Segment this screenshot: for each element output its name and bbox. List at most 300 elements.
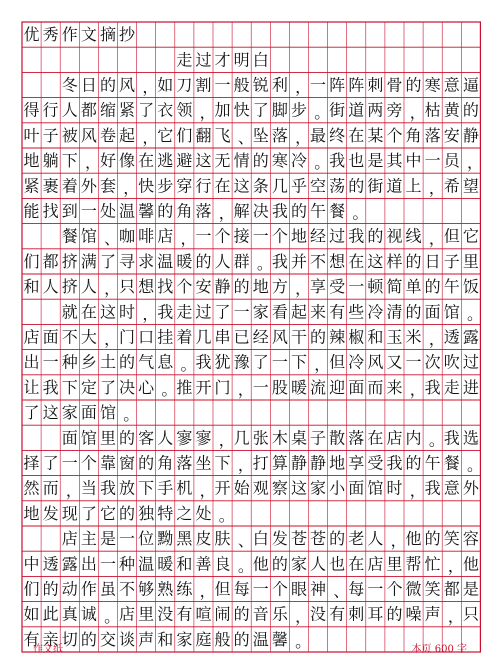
grid-character: 在: [80, 302, 97, 322]
grid-character: 闹: [214, 604, 231, 624]
grid-character: 决: [119, 377, 136, 397]
grid-character: 迎: [329, 377, 346, 397]
grid-character: 情: [233, 151, 250, 171]
grid-character: 的: [405, 75, 422, 95]
grid-character: 诚: [80, 604, 97, 624]
grid-character: 一: [233, 302, 250, 322]
grid-character: ，: [467, 153, 484, 173]
grid-character: 的: [386, 604, 403, 624]
grid-character: 地: [252, 277, 269, 297]
grid-character: 主: [80, 529, 97, 549]
grid-character: 飞: [214, 125, 231, 145]
grid-character: 终: [329, 125, 346, 145]
grid-character: 得: [23, 100, 40, 120]
grid-character: 套: [99, 176, 116, 196]
grid-character: 家: [61, 403, 78, 423]
grid-character: 好: [99, 151, 116, 171]
grid-character: 衣: [157, 100, 174, 120]
grid-character: 我: [99, 478, 116, 498]
grid-character: 个: [386, 579, 403, 599]
grid-character: 和: [367, 327, 384, 347]
grid-character: 帮: [405, 554, 422, 574]
grid-character: 噪: [405, 604, 422, 624]
grid-character: 步: [290, 100, 307, 120]
grid-character: 这: [99, 302, 116, 322]
grid-character: 暖: [176, 251, 193, 271]
grid-character: 机: [176, 478, 193, 498]
grid-character: 气: [138, 352, 155, 372]
grid-character: 下: [61, 377, 78, 397]
grid-character: 阵: [329, 75, 346, 95]
grid-character: 了: [23, 403, 40, 423]
grid-character: 条: [252, 176, 269, 196]
grid-character: 领: [176, 100, 193, 120]
grid-character: 馆: [80, 428, 97, 448]
grid-character: 几: [271, 176, 288, 196]
grid-character: 被: [61, 125, 78, 145]
grid-character: 透: [443, 327, 460, 347]
grid-character: 静: [290, 453, 307, 473]
grid-character: 种: [61, 352, 78, 372]
grid-character: 豫: [233, 352, 250, 372]
grid-character: 挤: [61, 277, 78, 297]
grid-character: 安: [443, 125, 460, 145]
grid-character: 客: [138, 428, 155, 448]
grid-character: 每: [233, 579, 250, 599]
grid-character: ，: [409, 102, 426, 122]
grid-character: 上: [405, 176, 422, 196]
grid-character: 放: [119, 478, 136, 498]
grid-character: 是: [367, 151, 384, 171]
grid-character: 馨: [138, 201, 155, 221]
grid-character: 面: [80, 403, 97, 423]
grid-character: 风: [80, 125, 97, 145]
grid-character: 一: [348, 277, 365, 297]
grid-character: 吹: [443, 352, 460, 372]
grid-character: 角: [405, 125, 422, 145]
grid-character: 其: [386, 151, 403, 171]
grid-character: 意: [443, 75, 460, 95]
grid-character: 已: [233, 327, 250, 347]
grid-character: 家: [252, 302, 269, 322]
grid-character: 找: [157, 277, 174, 297]
grid-character: 过: [195, 50, 212, 70]
grid-character: 馨: [271, 629, 288, 649]
grid-character: 神: [310, 579, 327, 599]
grid-character: 挂: [157, 327, 174, 347]
grid-character: 外: [80, 176, 97, 196]
grid-character: 样: [386, 251, 403, 271]
grid-character: 和: [176, 554, 193, 574]
grid-character: 啡: [138, 226, 155, 246]
grid-character: 、: [333, 581, 350, 601]
grid-character: 干: [290, 327, 307, 347]
grid-character: 般: [233, 75, 250, 95]
grid-character: 优: [23, 25, 40, 45]
grid-character: 米: [405, 327, 422, 347]
grid-character: 阵: [348, 75, 365, 95]
grid-character: 落: [176, 453, 193, 473]
grid-character: ，: [428, 178, 445, 198]
grid-character: 起: [290, 302, 307, 322]
grid-character: 顿: [367, 277, 384, 297]
grid-character: ，: [237, 455, 254, 475]
grid-character: 椒: [348, 327, 365, 347]
grid-character: 馆: [443, 302, 460, 322]
grid-character: 我: [443, 428, 460, 448]
grid-character: 了: [252, 352, 269, 372]
grid-character: 餐: [329, 201, 346, 221]
grid-character: 的: [138, 453, 155, 473]
grid-character: 我: [329, 151, 346, 171]
grid-character: 下: [290, 352, 307, 372]
grid-character: 希: [443, 176, 460, 196]
grid-character: 都: [443, 579, 460, 599]
grid-character: 里: [386, 554, 403, 574]
grid-character: 午: [443, 277, 460, 297]
grid-character: 它: [157, 125, 174, 145]
grid-character: 位: [138, 529, 155, 549]
grid-character: 享: [310, 277, 327, 297]
grid-character: 定: [80, 377, 97, 397]
grid-character: 的: [252, 151, 269, 171]
grid-character: 和: [157, 629, 174, 649]
grid-character: 它: [99, 503, 116, 523]
grid-character: 家: [290, 554, 307, 574]
grid-character: 。: [352, 203, 369, 223]
grid-character: 我: [42, 377, 59, 397]
grid-character: 和: [23, 277, 40, 297]
grid-character: 眼: [290, 579, 307, 599]
grid-character: 起: [119, 125, 136, 145]
grid-character: 里: [99, 428, 116, 448]
grid-character: 地: [290, 226, 307, 246]
grid-character: 地: [23, 151, 40, 171]
grid-character: 挤: [61, 251, 78, 271]
grid-character: 里: [462, 251, 479, 271]
grid-character: 在: [348, 554, 365, 574]
grid-character: 的: [290, 201, 307, 221]
grid-character: 每: [348, 579, 365, 599]
grid-character: 裹: [42, 176, 59, 196]
grid-character: 一: [195, 226, 212, 246]
grid-character: 外: [462, 478, 479, 498]
grid-character: 声: [138, 629, 155, 649]
grid-character: 开: [195, 377, 212, 397]
grid-character: 看: [271, 302, 288, 322]
grid-character: 流: [310, 377, 327, 397]
grid-character: 寒: [424, 75, 441, 95]
grid-character: 良: [214, 554, 231, 574]
grid-character: 这: [42, 403, 59, 423]
grid-character: 抄: [119, 25, 136, 45]
grid-character: 但: [443, 226, 460, 246]
grid-character: 馆: [367, 478, 384, 498]
grid-character: 。: [104, 606, 121, 626]
grid-character: 过: [462, 352, 479, 372]
grid-character: 脚: [271, 100, 288, 120]
grid-character: 黝: [157, 529, 174, 549]
grid-character: 熟: [157, 579, 174, 599]
grid-character: 紧: [23, 176, 40, 196]
grid-character: 都: [80, 100, 97, 120]
grid-character: 亲: [42, 629, 59, 649]
grid-character: 微: [405, 579, 422, 599]
grid-character: 交: [99, 629, 116, 649]
grid-character: 静: [310, 453, 327, 473]
grid-character: 过: [329, 226, 346, 246]
grid-character: 刺: [367, 75, 384, 95]
grid-character: ，: [104, 329, 121, 349]
grid-character: 文: [80, 25, 97, 45]
grid-character: 一: [271, 352, 288, 372]
grid-character: 始: [233, 478, 250, 498]
grid-character: ，: [65, 480, 82, 500]
grid-character: 骨: [386, 75, 403, 95]
grid-character: 时: [119, 302, 136, 322]
grid-character: ，: [85, 153, 102, 173]
grid-character: 在: [348, 251, 365, 271]
grid-character: 发: [42, 503, 59, 523]
grid-character: 一: [80, 201, 97, 221]
grid-character: 逼: [462, 75, 479, 95]
grid-character: 道: [348, 100, 365, 120]
grid-character: 的: [329, 529, 346, 549]
grid-character: 枯: [424, 100, 441, 120]
grid-character: 走: [443, 377, 460, 397]
grid-character: 单: [405, 277, 422, 297]
grid-character: 寻: [119, 251, 136, 271]
grid-character: 安: [195, 277, 212, 297]
grid-character: 静: [462, 125, 479, 145]
grid-character: 口: [138, 327, 155, 347]
grid-character: 了: [80, 503, 97, 523]
grid-character: 子: [443, 251, 460, 271]
grid-character: 苍: [310, 529, 327, 549]
grid-character: 的: [367, 226, 384, 246]
grid-character: 走: [176, 50, 193, 70]
grid-character: 坠: [252, 125, 269, 145]
grid-character: 人: [367, 529, 384, 549]
grid-character: 店: [157, 226, 174, 246]
grid-character: 餐: [443, 453, 460, 473]
grid-character: 笑: [443, 529, 460, 549]
grid-character: 的: [424, 529, 441, 549]
grid-character: 也: [348, 151, 365, 171]
grid-character: 、: [237, 127, 254, 147]
grid-character: 馆: [99, 403, 116, 423]
grid-character: 我: [271, 201, 288, 221]
grid-character: ，: [180, 228, 197, 248]
grid-character: 寥: [176, 428, 193, 448]
grid-character: 当: [80, 478, 97, 498]
grid-character: 的: [405, 453, 422, 473]
grid-character: ，: [142, 304, 159, 324]
grid-character: 刺: [348, 604, 365, 624]
grid-character: 能: [23, 201, 40, 221]
grid-character: 接: [233, 226, 250, 246]
grid-character: 张: [252, 428, 269, 448]
grid-character: 玉: [386, 327, 403, 347]
grid-character: 小: [329, 478, 346, 498]
grid-character: 的: [462, 100, 479, 120]
grid-character: 受: [329, 277, 346, 297]
grid-character: 容: [462, 529, 479, 549]
grid-character: 切: [61, 629, 78, 649]
grid-character: 午: [424, 453, 441, 473]
grid-character: 但: [214, 579, 231, 599]
grid-character: 他: [462, 554, 479, 574]
grid-character: 面: [424, 302, 441, 322]
grid-character: 清: [386, 302, 403, 322]
grid-character: 的: [42, 579, 59, 599]
grid-character: 没: [310, 604, 327, 624]
grid-character: 作: [80, 579, 97, 599]
grid-character: 人: [157, 428, 174, 448]
grid-character: 冷: [367, 302, 384, 322]
grid-character: 风: [119, 75, 136, 95]
grid-character: 卷: [99, 125, 116, 145]
grid-character: 荡: [329, 176, 346, 196]
grid-character: 刀: [176, 75, 193, 95]
grid-character: 乡: [80, 352, 97, 372]
grid-character: 望: [462, 176, 479, 196]
grid-character: 冷: [290, 151, 307, 171]
grid-character: 秀: [42, 25, 59, 45]
grid-character: 练: [176, 579, 193, 599]
grid-character: 人: [61, 100, 78, 120]
grid-character: 了: [99, 377, 116, 397]
grid-character: ，: [447, 556, 464, 576]
grid-character: 动: [61, 579, 78, 599]
grid-character: ，: [237, 379, 254, 399]
grid-character: 乎: [290, 176, 307, 196]
grid-character: 街: [329, 100, 346, 120]
grid-character: 明: [233, 50, 250, 70]
grid-character: 的: [405, 302, 422, 322]
grid-character: 。: [180, 354, 197, 374]
grid-character: 翻: [195, 125, 212, 145]
grid-character: 摘: [99, 25, 116, 45]
grid-character: 特: [157, 503, 174, 523]
grid-character: 。: [467, 455, 484, 475]
grid-character: 才: [214, 50, 231, 70]
grid-character: 皮: [195, 529, 212, 549]
grid-character: 的: [348, 176, 365, 196]
grid-character: 找: [42, 201, 59, 221]
grid-character: 音: [252, 604, 269, 624]
grid-character: 利: [271, 75, 288, 95]
grid-character: 肤: [214, 529, 231, 549]
grid-character: 家: [176, 629, 193, 649]
grid-character: 避: [176, 151, 193, 171]
grid-character: 串: [214, 327, 231, 347]
grid-character: 某: [367, 125, 384, 145]
grid-character: 道: [386, 176, 403, 196]
grid-character: 线: [405, 226, 422, 246]
grid-character: 们: [23, 251, 40, 271]
grid-character: 忙: [424, 554, 441, 574]
grid-character: 员: [443, 151, 460, 171]
grid-character: 散: [329, 428, 346, 448]
grid-character: 锐: [252, 75, 269, 95]
grid-character: 下: [214, 453, 231, 473]
grid-character: ，: [123, 178, 140, 198]
grid-character: 发: [271, 529, 288, 549]
grid-character: 我: [348, 226, 365, 246]
grid-character: 暖: [157, 554, 174, 574]
grid-character: 露: [61, 554, 78, 574]
grid-character: 独: [138, 503, 155, 523]
grid-character: 白: [252, 50, 269, 70]
grid-character: 快: [233, 100, 250, 120]
grid-character: 空: [310, 176, 327, 196]
grid-character: 了: [138, 100, 155, 120]
grid-character: 开: [214, 478, 231, 498]
grid-character: 只: [119, 277, 136, 297]
grid-character: 加: [214, 100, 231, 120]
grid-character: 。: [314, 153, 331, 173]
grid-character: 经: [252, 327, 269, 347]
grid-character: 群: [233, 251, 250, 271]
grid-character: 一: [424, 151, 441, 171]
grid-character: 街: [367, 176, 384, 196]
grid-character: 些: [348, 302, 365, 322]
grid-character: 中: [23, 554, 40, 574]
grid-character: 但: [329, 352, 346, 372]
grid-character: 善: [195, 554, 212, 574]
grid-character: 的: [119, 352, 136, 372]
grid-character: 择: [23, 453, 40, 473]
grid-character: 咖: [119, 226, 136, 246]
grid-character: 耳: [367, 604, 384, 624]
grid-character: 经: [310, 226, 327, 246]
grid-character: ，: [295, 279, 312, 299]
grid-character: 个: [176, 277, 193, 297]
grid-character: 是: [462, 579, 479, 599]
grid-character: 们: [176, 125, 193, 145]
grid-character: 的: [119, 503, 136, 523]
grid-character: 想: [329, 251, 346, 271]
grid-character: 面: [61, 428, 78, 448]
grid-character: 店: [367, 554, 384, 574]
grid-character: 快: [138, 176, 155, 196]
grid-character: 就: [61, 302, 78, 322]
grid-character: 地: [329, 453, 346, 473]
grid-character: 辣: [329, 327, 346, 347]
grid-character: 几: [233, 428, 250, 448]
grid-character: 现: [61, 503, 78, 523]
grid-character: 老: [348, 529, 365, 549]
grid-character: 一: [252, 377, 269, 397]
grid-character: 他: [405, 529, 422, 549]
grid-character: 这: [290, 478, 307, 498]
grid-character: 下: [61, 151, 78, 171]
grid-character: 两: [367, 100, 384, 120]
grid-character: 白: [252, 529, 269, 549]
grid-character: 不: [61, 327, 78, 347]
grid-character: 喧: [195, 604, 212, 624]
grid-character: 我: [157, 302, 174, 322]
grid-character: 无: [214, 151, 231, 171]
grid-character: 。: [467, 304, 484, 324]
grid-character: 出: [80, 554, 97, 574]
grid-characters: [24, 25, 484, 651]
grid-character: 我: [271, 251, 288, 271]
grid-character: 几: [195, 327, 212, 347]
grid-character: 落: [195, 201, 212, 221]
grid-character: 此: [42, 604, 59, 624]
